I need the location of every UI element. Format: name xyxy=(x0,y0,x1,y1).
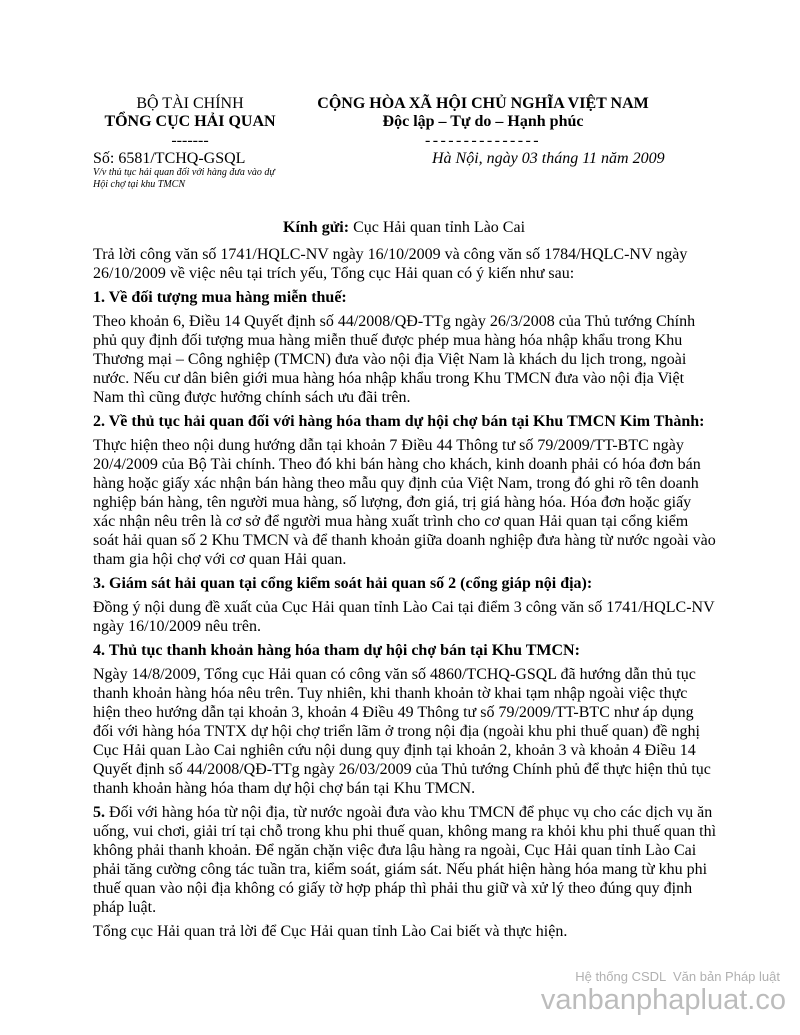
document-number: Số: 6581/TCHQ-GSQL xyxy=(93,150,246,167)
agency-name: TỔNG CỤC HẢI QUAN xyxy=(104,113,276,130)
recipient-line xyxy=(283,218,525,237)
paragraph-line xyxy=(93,803,733,822)
paragraph-line: xác nhận nêu trên là cơ sở để người mua hàng xuất trình cho cơ quan Hải quan tại cổng kiểm xyxy=(93,513,689,530)
paragraph-line: Thương mại – Công nghiệp (TMCN) đưa vào nội địa Việt Nam là khách du lịch trong, ngoài xyxy=(93,351,687,368)
subject-line: V/v thủ tục hải quan đối với hàng đưa vào dự xyxy=(93,167,275,178)
paragraph-line: Quyết định số 44/2008/QĐ-TTg ngày 26/03/2009 của Thủ tướng Chính phủ để thực hiện thủ tục xyxy=(93,761,711,778)
motto-divider: --------------- xyxy=(425,132,541,149)
paragraph-line: ngày 16/10/2009 nêu trên. xyxy=(93,618,261,635)
paragraph-line: Thực hiện theo nội dung hướng dẫn tại khoản 7 Điều 44 Thông tư số 79/2009/TT-BTC ngày xyxy=(93,437,684,454)
item-5-paragraph xyxy=(93,803,733,917)
paragraph-line: nghiệp bán hàng, tên người mua hàng, số lượng, đơn giá, trị giá hàng hóa. Hóa đơn hoặc giấy xyxy=(93,494,692,511)
letter-body xyxy=(93,245,733,941)
paragraph-line: hàng hoặc giấy xác nhận bán hàng theo mẫu quy định của Việt Nam, trong đó ghi rõ tên doanh xyxy=(93,475,699,492)
subject-line: Hội chợ tại khu TMCN xyxy=(93,179,186,190)
paragraph-line: Cục Hải quan Lào Cai nghiên cứu nội dung quy định tại khoản 2, khoản 3 và khoản 4 Điều 14 xyxy=(93,742,696,759)
paragraph-line: uống, vui chơi, giải trí tại chỗ trong khu phi thuế quan, không mang ra khỏi khu phi thuế quan thì xyxy=(93,823,717,840)
paragraph-line: hiện theo hướng dẫn tại khoản 3, khoản 4 Điều 49 Thông tư số 79/2009/TT-BTC như áp dụng xyxy=(93,704,694,721)
section-2-paragraph xyxy=(93,436,733,569)
watermark-caption: Hệ thống CSDL Văn bản Pháp luật xyxy=(575,969,780,984)
paragraph-line: phủ quy định đối tượng mua hàng miễn thuế được phép mua hàng hóa nhập khẩu trong Khu xyxy=(93,332,683,349)
paragraph-line: nước. Nếu cư dân biên giới mua hàng hóa nhập khẩu trong Khu TMCN đưa vào nội địa Việt xyxy=(93,370,685,387)
section-1-paragraph xyxy=(93,312,733,407)
section-4-heading: 4. Thủ tục thanh khoản hàng hóa tham dự hội chợ bán tại Khu TMCN: xyxy=(93,642,580,659)
nation-title: CỘNG HÒA XÃ HỘI CHỦ NGHĨA VIỆT NAM xyxy=(317,95,649,112)
paragraph-line: Tổng cục Hải quan trả lời để Cục Hải quan tỉnh Lào Cai biết và thực hiện. xyxy=(93,923,568,940)
section-3-paragraph xyxy=(93,598,733,636)
paragraph-line: Đồng ý nội dung đề xuất của Cục Hải quan tỉnh Lào Cai tại điểm 3 công văn số 1741/HQLC-NV xyxy=(93,599,715,616)
paragraph-line: thuế quan vào nội địa không có giấy tờ hợp pháp thì phải thu giữ và xử lý theo đúng quy định xyxy=(93,880,693,897)
recipient-name: Cục Hải quan tỉnh Lào Cai xyxy=(353,219,526,236)
paragraph-line: không phải thanh khoản. Để ngăn chặn việc đưa lậu hàng ra ngoài, Cục Hải quan tỉnh Lào Cai xyxy=(93,842,697,859)
paragraph-line: Trả lời công văn số 1741/HQLC-NV ngày 16/10/2009 và công văn số 1784/HQLC-NV ngày xyxy=(93,246,688,263)
section-3-heading: 3. Giám sát hải quan tại cổng kiểm soát hải quan số 2 (cổng giáp nội địa): xyxy=(93,575,593,592)
paragraph-line: thanh khoản hàng hóa nêu trên. Tuy nhiên, khi thanh khoản tờ khai tạm nhập ngoài việc thực xyxy=(93,685,688,702)
recipient-label: Kính gửi: xyxy=(283,219,350,236)
paragraph-line: thanh khoản hàng hóa tham dự hội chợ bán tại Khu TMCN. xyxy=(93,780,476,797)
paragraph-line: soát hải quan số 2 Khu TMCN và để thanh khoản giữa doanh nghiệp đưa hàng từ nước ngoài vào xyxy=(93,532,716,549)
intro-paragraph xyxy=(93,245,733,283)
paragraph-line: đối với hàng hóa TNTX dự hội chợ triển lãm ở trong nội địa (ngoài khu phi thuế quan) đề nghị xyxy=(93,723,700,740)
paragraph-line: Theo khoản 6, Điều 14 Quyết định số 44/2008/QĐ-TTg ngày 26/3/2008 của Thủ tướng Chính xyxy=(93,313,696,330)
section-1-heading: 1. Về đối tượng mua hàng miễn thuế: xyxy=(93,289,347,306)
paragraph-line: tham gia hội chợ với cơ quan Hải quan. xyxy=(93,551,347,568)
paragraph-line: phải tăng cường công tác tuần tra, kiểm soát, giám sát. Nếu phát hiện hàng hóa mang từ khu phi xyxy=(93,861,708,878)
national-motto: Độc lập – Tự do – Hạnh phúc xyxy=(382,113,584,130)
watermark-site-name: vanbanphapluat.co xyxy=(540,984,786,1016)
agency-divider: ------- xyxy=(171,132,209,149)
agency-parent: BỘ TÀI CHÍNH xyxy=(136,95,244,112)
closing-paragraph xyxy=(93,922,733,941)
paragraph-line-text: Đối với hàng hóa từ nội địa, từ nước ngoài đưa vào khu TMCN để phục vụ cho các dịch vụ ăn xyxy=(109,804,713,821)
paragraph-line: Ngày 14/8/2009, Tổng cục Hải quan có công văn số 4860/TCHQ-GSQL đã hướng dẫn thủ tục xyxy=(93,666,696,683)
section-4-paragraph xyxy=(93,665,733,798)
paragraph-line: 26/10/2009 về việc nêu tại trích yếu, Tổng cục Hải quan có ý kiến như sau: xyxy=(93,265,575,282)
item-5-number: 5. xyxy=(93,804,105,821)
paragraph-line: Nam thì cũng được hưởng chính sách ưu đãi trên. xyxy=(93,389,411,406)
paragraph-line: 20/4/2009 của Bộ Tài chính. Theo đó khi bán hàng cho khách, kinh doanh phải có hóa đơn bán xyxy=(93,456,701,473)
section-2-heading: 2. Về thủ tục hải quan đối với hàng hóa tham dự hội chợ bán tại Khu TMCN Kim Thành: xyxy=(93,413,705,430)
paragraph-line: pháp luật. xyxy=(93,899,157,916)
place-and-date: Hà Nội, ngày 03 tháng 11 năm 2009 xyxy=(432,150,665,167)
